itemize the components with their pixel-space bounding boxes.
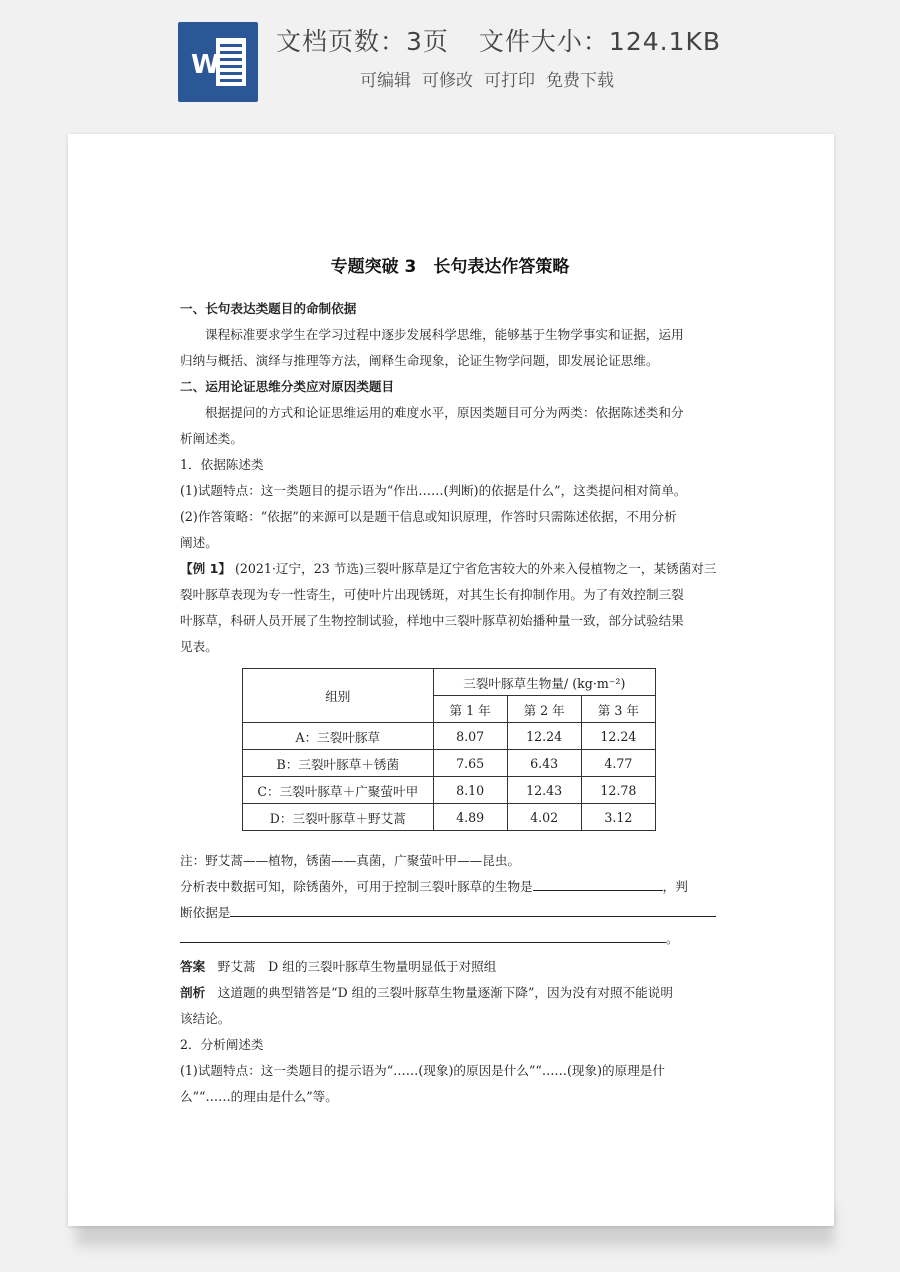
question-end: 。 <box>666 931 679 946</box>
paragraph-2-line-2: 析阐述类。 <box>180 431 243 446</box>
subsection-1-strategy-line-1: (2)作答策略：“依据”的来源可以是题干信息或知识原理，作答时只需陈述依据，不用分析 <box>180 509 677 524</box>
biomass-header: 三裂叶豚草生物量/ (kg·m⁻²) <box>433 669 655 696</box>
question-line-1 <box>180 874 688 900</box>
value-cell: 7.65 <box>433 750 507 777</box>
example-line-2: 裂叶豚草表现为专一性寄生，可使叶片出现锈斑，对其生长有抑制作用。为了有效控制三裂 <box>180 587 684 602</box>
value-cell: 4.02 <box>507 804 581 831</box>
table-row <box>243 750 656 777</box>
paragraph-1-line-1: 课程标准要求学生在学习过程中逐步发展科学思维，能够基于生物学事实和证据，运用 <box>205 327 684 342</box>
feature-list <box>360 66 614 91</box>
value-cell: 12.78 <box>581 777 655 804</box>
value-cell: 8.07 <box>433 723 507 750</box>
subsection-2-feature-line-1: (1)试题特点：这一类题目的提示语为“……(现象)的原因是什么”“……(现象)的原理是什 <box>180 1063 665 1078</box>
question-line-3 <box>180 926 679 952</box>
download-banner <box>0 0 900 125</box>
subsection-1-feature: (1)试题特点：这一类题目的提示语为“作出……(判断)的依据是什么”，这类提问相对简单。 <box>180 483 687 498</box>
page-count: 文档页数：3页 <box>276 27 449 56</box>
question-text-3: 断依据是 <box>180 905 231 920</box>
document-title: 专题突破 3 长句表达作答策略 <box>330 257 570 277</box>
subsection-2-title: 2．分析阐述类 <box>180 1037 264 1052</box>
group-header: 组别 <box>243 669 434 723</box>
answer-text: 野艾蒿 D 组的三裂叶豚草生物量明显低于对照组 <box>217 959 497 974</box>
paragraph-2-line-1: 根据提问的方式和论证思维运用的难度水平，原因类题目可分为两类：依据陈述类和分 <box>205 405 684 420</box>
question-text-1: 分析表中数据可知，除锈菌外，可用于控制三裂叶豚草的生物是 <box>180 879 533 894</box>
value-cell: 12.24 <box>581 723 655 750</box>
answer-blank-3 <box>180 926 666 943</box>
value-cell: 3.12 <box>581 804 655 831</box>
answer-blank-1 <box>533 874 663 891</box>
subsection-1-strategy-line-2: 阐述。 <box>180 535 218 550</box>
table-row <box>243 804 656 831</box>
document-page <box>68 134 834 1226</box>
value-cell: 12.43 <box>507 777 581 804</box>
section-heading-2: 二、运用论证思维分类应对原因类题目 <box>180 379 395 394</box>
analysis-label: 剖析 <box>180 985 206 1000</box>
logo-letter: W <box>191 50 220 80</box>
year-3-header: 第 3 年 <box>581 696 655 723</box>
table-note: 注：野艾蒿——植物，锈菌——真菌，广聚萤叶甲——昆虫。 <box>180 853 521 868</box>
example-line-4: 见表。 <box>180 639 218 654</box>
year-1-header: 第 1 年 <box>433 696 507 723</box>
banner-title <box>276 22 721 58</box>
answer-line <box>180 954 496 980</box>
table-row <box>243 777 656 804</box>
group-cell: D：三裂叶豚草＋野艾蒿 <box>243 804 434 831</box>
section-heading-1: 一、长句表达类题目的命制依据 <box>180 301 357 316</box>
group-cell: A：三裂叶豚草 <box>243 723 434 750</box>
paragraph-1-line-2: 归纳与概括、演绎与推理等方法，阐释生命现象，论证生物学问题，即发展论证思维。 <box>180 353 659 368</box>
example-text-1: (2021·辽宁，23 节选)三裂叶豚草是辽宁省危害较大的外来入侵植物之一，某锈菌对三 <box>234 561 717 576</box>
feature-printable: 可打印 <box>484 71 535 91</box>
table-row <box>243 723 656 750</box>
example-tag: 【例 1】 <box>180 561 231 576</box>
question-text-2: ，判 <box>662 879 688 894</box>
answer-label: 答案 <box>180 959 206 974</box>
analysis-line-1 <box>180 980 673 1006</box>
analysis-text-1: 这道题的典型错答是“D 组的三裂叶豚草生物量逐渐下降”，因为没有对照不能说明 <box>217 985 673 1000</box>
answer-blank-2 <box>230 900 716 917</box>
feature-editable: 可编辑 <box>360 71 411 91</box>
subsection-2-feature-line-2: 么”“……的理由是什么”等。 <box>180 1089 338 1104</box>
value-cell: 4.89 <box>433 804 507 831</box>
group-cell: C：三裂叶豚草＋广聚萤叶甲 <box>243 777 434 804</box>
example-line-3: 叶豚草，科研人员开展了生物控制试验，样地中三裂叶豚草初始播种量一致，部分试验结果 <box>180 613 684 628</box>
year-2-header: 第 2 年 <box>507 696 581 723</box>
value-cell: 12.24 <box>507 723 581 750</box>
value-cell: 4.77 <box>581 750 655 777</box>
word-document-icon <box>178 22 258 102</box>
question-line-2 <box>180 900 716 926</box>
file-size: 文件大小：124.1KB <box>478 27 722 56</box>
group-cell: B：三裂叶豚草＋锈菌 <box>243 750 434 777</box>
analysis-line-2: 该结论。 <box>180 1011 231 1026</box>
subsection-1-title: 1．依据陈述类 <box>180 457 264 472</box>
value-cell: 8.10 <box>433 777 507 804</box>
feature-free-download: 免费下载 <box>546 71 614 91</box>
value-cell: 6.43 <box>507 750 581 777</box>
feature-modifiable: 可修改 <box>422 71 473 91</box>
example-line-1 <box>180 556 716 582</box>
results-table <box>242 668 656 831</box>
